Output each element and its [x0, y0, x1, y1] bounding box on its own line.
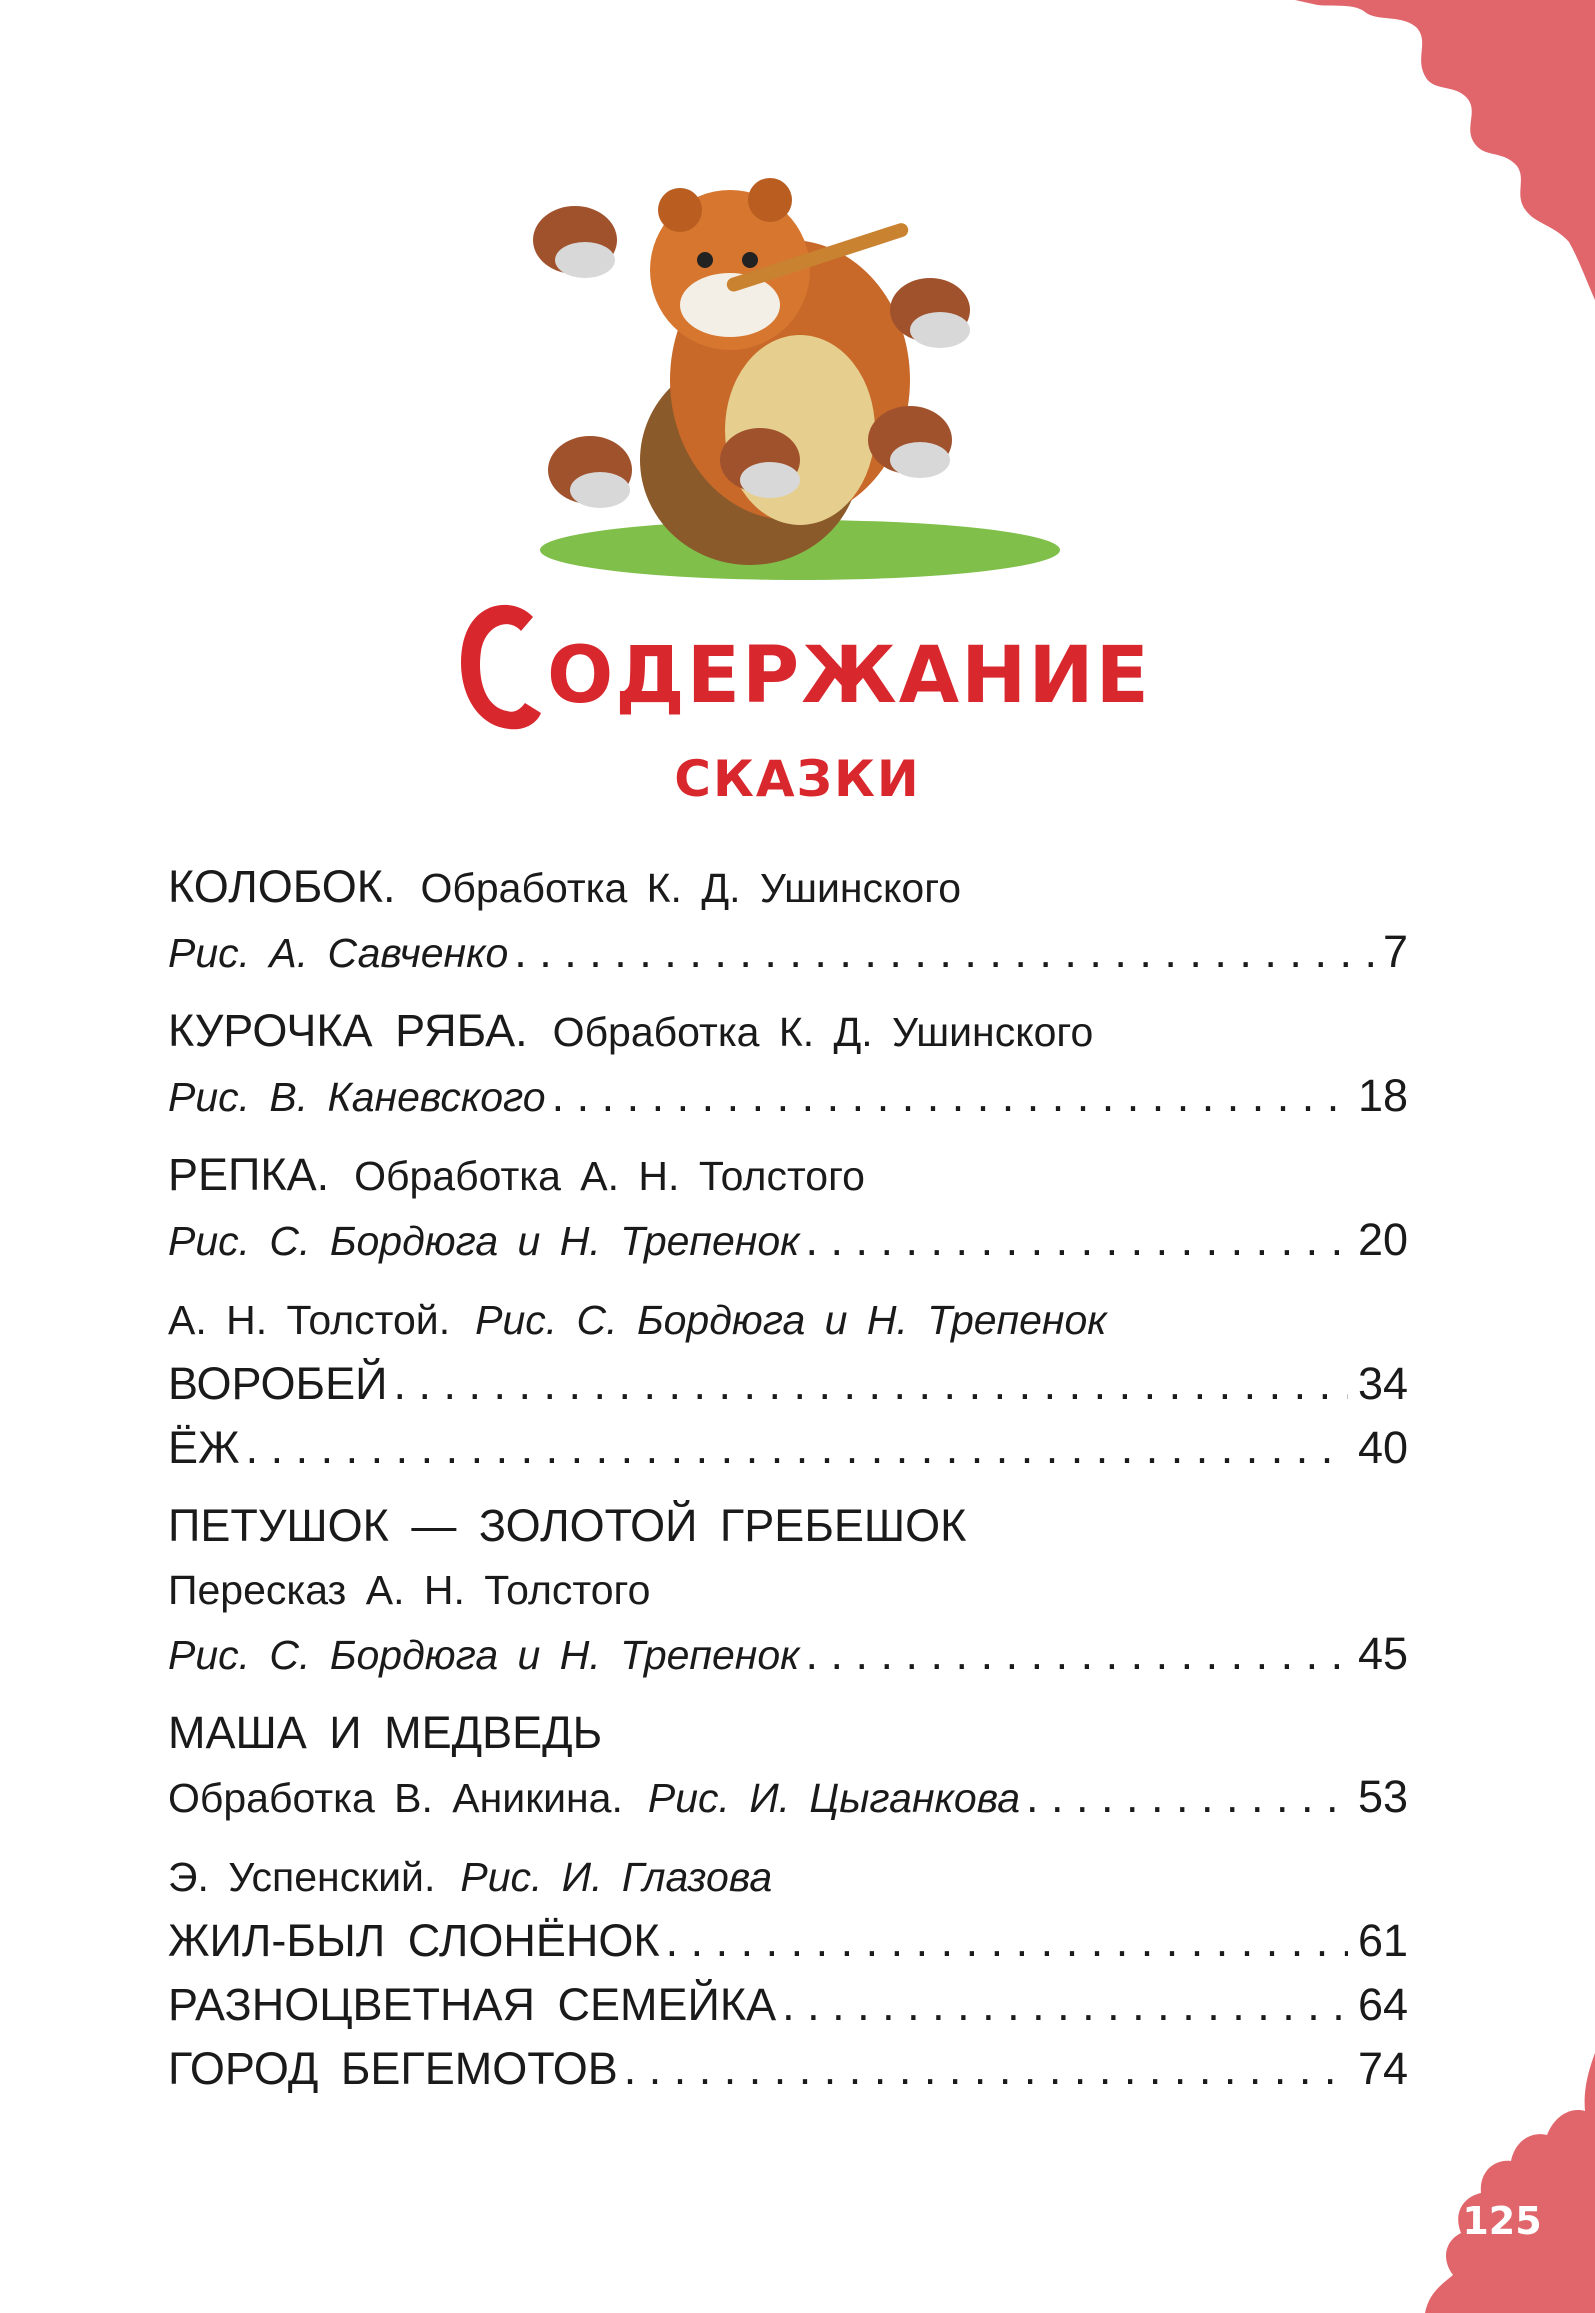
entry-illustrator: Рис. В. Каневского: [168, 1074, 546, 1120]
leader-dots: [806, 1622, 1348, 1686]
entry-page: 34: [1357, 1358, 1408, 1409]
leader-dots: [1026, 1765, 1348, 1829]
toc-entry-masha[interactable]: [168, 1701, 1408, 1765]
entry-title: ЁЖ: [168, 1422, 240, 1473]
entry-note: Обработка А. Н. Толстого: [354, 1153, 865, 1199]
entry-page: 74: [1357, 2043, 1408, 2094]
toc-entry-petushok[interactable]: [168, 1494, 1408, 1558]
toc-entry-kolobok[interactable]: [168, 855, 1408, 920]
corner-decoration-top: [1265, 0, 1595, 300]
entry-illustrator: Рис. И. Глазова: [460, 1854, 773, 1900]
author-name: А. Н. Толстой.: [168, 1297, 451, 1343]
entry-page: 20: [1357, 1214, 1408, 1265]
entry-title: КУРОЧКА РЯБА.: [168, 1005, 528, 1056]
leader-dots: [666, 1909, 1348, 1973]
entry-illustrator: Рис. С. Бордюга и Н. Трепенок: [168, 1218, 800, 1264]
entry-title: РАЗНОЦВЕТНАЯ СЕМЕЙКА: [168, 1979, 777, 2030]
entry-note: Обработка В. Аникина.: [168, 1775, 623, 1821]
corner-decoration-bottom: [1405, 2053, 1595, 2313]
entry-page: 45: [1357, 1628, 1408, 1679]
entry-page: 7: [1382, 926, 1408, 977]
author-name: Э. Успенский.: [168, 1854, 436, 1900]
toc-entry-begemoty[interactable]: [168, 2037, 1408, 2101]
cat-flute-illustration: [500, 130, 1090, 590]
entry-illustrator: Рис. С. Бордюга и Н. Трепенок: [475, 1297, 1107, 1343]
entry-page: 64: [1357, 1979, 1408, 2030]
page-number: 125: [1462, 2199, 1542, 2243]
entry-page: 53: [1357, 1771, 1408, 1822]
entry-title: РЕПКА.: [168, 1149, 330, 1200]
toc-author-uspensky: [168, 1844, 1408, 1909]
entry-page: 40: [1357, 1422, 1408, 1473]
leader-dots: [393, 1352, 1347, 1416]
leader-dots: [806, 1208, 1348, 1272]
entry-illustrator: Рис. И. Цыганкова: [647, 1775, 1020, 1821]
entry-title: ПЕТУШОК — ЗОЛОТОЙ ГРЕБЕШОК: [168, 1500, 967, 1551]
leader-dots: [624, 2037, 1348, 2101]
toc-entry-repka[interactable]: [168, 1143, 1408, 1208]
entry-title: ЖИЛ-БЫЛ СЛОНЁНОК: [168, 1915, 660, 1966]
toc-entry-semeyka[interactable]: [168, 1973, 1408, 2037]
leader-dots: [552, 1064, 1348, 1128]
entry-title: МАША И МЕДВЕДЬ: [168, 1707, 603, 1758]
entry-page: 61: [1357, 1915, 1408, 1966]
leader-dots: [514, 920, 1373, 984]
entry-note: Обработка К. Д. Ушинского: [420, 865, 962, 911]
toc-entry-kurochka[interactable]: [168, 999, 1408, 1064]
ornamental-initial: [455, 595, 543, 735]
toc-author-tolstoy: [168, 1287, 1408, 1352]
toc-entry-slonenok[interactable]: [168, 1909, 1408, 1973]
contents-heading: [455, 585, 1151, 735]
toc-entry-vorobey[interactable]: [168, 1352, 1408, 1416]
entry-illustrator: Рис. С. Бордюга и Н. Трепенок: [168, 1632, 800, 1678]
leader-dots: [782, 1973, 1348, 2037]
entry-note: Обработка К. Д. Ушинского: [552, 1009, 1094, 1055]
entry-title: КОЛОБОК.: [168, 861, 396, 912]
heading-text: ОДЕРЖАНИЕ: [547, 631, 1151, 721]
toc-entry-ezh[interactable]: [168, 1416, 1408, 1480]
leader-dots: [246, 1416, 1348, 1480]
entry-title: ГОРОД БЕГЕМОТОВ: [168, 2043, 618, 2094]
entry-note: Пересказ А. Н. Толстого: [168, 1567, 651, 1613]
table-of-contents: [168, 855, 1408, 2101]
section-title: СКАЗКИ: [674, 750, 921, 808]
entry-page: 18: [1357, 1070, 1408, 1121]
entry-illustrator: Рис. А. Савченко: [168, 930, 509, 976]
entry-title: ВОРОБЕЙ: [168, 1358, 388, 1409]
